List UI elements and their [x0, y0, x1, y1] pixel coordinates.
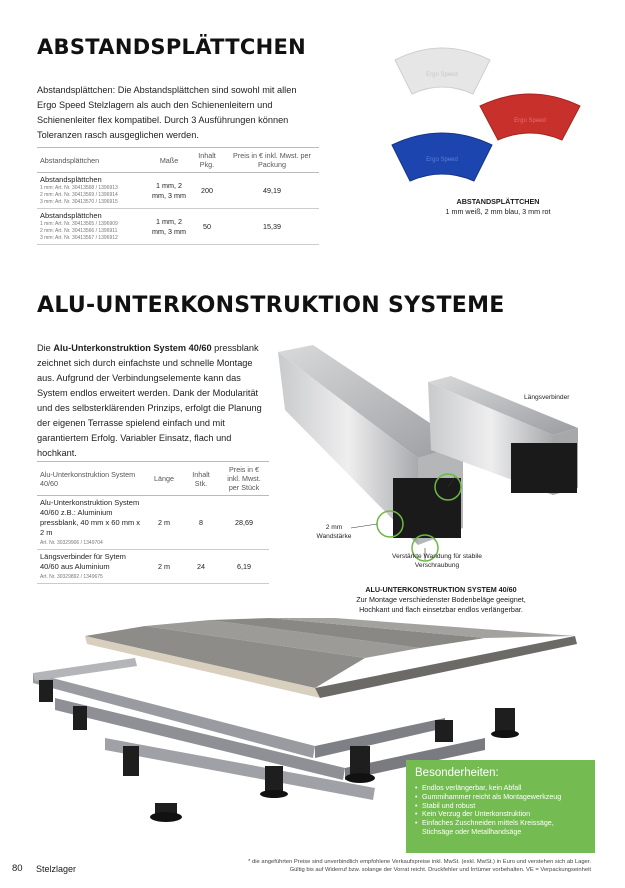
list-item: • Endlos verlängerbar, kein Abfall	[415, 784, 586, 793]
product-name: Abstandsplättchen	[40, 211, 102, 220]
tile-engraving: Ergo Speed	[426, 72, 458, 78]
product-name: Abstandsplättchen	[40, 175, 102, 184]
price-value: 28,69	[219, 496, 269, 550]
section-title-alu-unterkonstruktion: ALU-UNTERKONSTRUKTION SYSTEME	[37, 293, 505, 318]
abstandsplaettchen-table	[37, 147, 319, 245]
table-header: Inhalt Stk.	[183, 462, 219, 496]
table-row	[37, 550, 269, 584]
quantity-value: 200	[189, 173, 225, 209]
footer-note-line: * die angeführten Preise sind unverbindlich empfohlene Verkaufspreise inkl. MwSt. (exkl. MwSt.) in Euro und verstehen sich ab Lager.	[248, 859, 591, 865]
list-item: • Kein Verzug der Unterkonstruktion	[415, 810, 586, 819]
footer-note-line: Gültig bis auf Widerruf bzw. solange der Vorrat reicht. Druckfehler und Irrtümer vorbehalten. VE = Verpackungseinheit	[289, 867, 591, 873]
article-number: Art. Nr. 30329892 / 1349675	[40, 574, 103, 580]
caption-title: ALU-UNTERKONSTRUKTION SYSTEM 40/60	[365, 585, 517, 594]
table-row	[37, 173, 319, 209]
product-name: Alu-Unterkonstruktion System 40/60 z.B.: Aluminium pressblank, 40 mm x 60 mm x 2 m	[40, 498, 141, 537]
alu-table	[37, 461, 269, 584]
table-row	[37, 496, 269, 550]
article-number: 1 mm: Art. Nr. 30413568 / 1396913	[40, 185, 118, 191]
dimension-value: 1 mm, 2 mm, 3 mm	[149, 173, 189, 209]
caption-text: 1 mm weiß, 2 mm blau, 3 mm rot	[445, 207, 551, 216]
list-item: • Stabil und robust	[415, 802, 586, 811]
length-value: 2 m	[145, 496, 183, 550]
product-name: Längsverbinder für Sytem 40/60 aus Aluminium	[40, 552, 126, 571]
article-number: 2 mm: Art. Nr. 30413566 / 1396911	[40, 228, 118, 234]
tile-engraving: Ergo Speed	[514, 118, 546, 124]
article-number: 2 mm: Art. Nr. 30413569 / 1396914	[40, 192, 118, 198]
list-item: • Gummihammer reicht als Montagewerkzeug	[415, 793, 586, 802]
alu-description-text: pressblank zeichnet sich durch einfachste und schnelle Montage aus. Aufgrund der Verbindungselemente kann das System endlos erweitert werden. Dank der Modularität und des selbsterklärenden Prinzips, erfolgt die Planung der eigenen Terrasse spielend einfach und mit garantiertem Erfolg. Variabler Einsatz, flach und hochkant.	[37, 343, 262, 458]
table-header: Preis in € inkl. Mwst. per Stück	[219, 462, 269, 496]
table-header: Länge	[145, 462, 183, 496]
price-value: 15,39	[225, 209, 319, 245]
article-number: 3 mm: Art. Nr. 30413570 / 1396915	[40, 199, 118, 205]
table-row	[37, 209, 319, 245]
table-header: Preis in € inkl. Mwst. per Packung	[225, 148, 319, 173]
price-value: 49,19	[225, 173, 319, 209]
spacer-tile-blue	[382, 127, 502, 189]
label-verstaerkte-wandung: Verstärkte Wandung für stabile Verschraubung	[392, 553, 482, 569]
alu-profile-illustration	[273, 340, 603, 580]
alu-description-product: Alu-Unterkonstruktion System 40/60	[53, 343, 212, 353]
features-title: Besonderheiten:	[415, 767, 499, 779]
tile-engraving: Ergo Speed	[426, 157, 458, 163]
list-item: • Einfaches Zuschneiden mittels Kreissäge, Stichsäge oder Metallhandsäge	[415, 819, 586, 837]
section-name: Stelzlager	[36, 864, 77, 874]
alu-description-intro: Die	[37, 343, 54, 353]
footer-note	[181, 858, 591, 874]
section-title-abstandsplaettchen: ABSTANDSPLÄTTCHEN	[37, 35, 306, 59]
label-laengsverbinder: Längsverbinder	[524, 394, 570, 401]
quantity-value: 8	[183, 496, 219, 550]
price-value: 6,19	[219, 550, 269, 584]
length-value: 2 m	[145, 550, 183, 584]
features-list	[415, 784, 586, 837]
features-box	[406, 760, 595, 853]
dimension-value: 1 mm, 2 mm, 3 mm	[149, 209, 189, 245]
article-number: 1 mm: Art. Nr. 30413565 / 1396909	[40, 221, 118, 227]
table-header: Maße	[149, 148, 189, 173]
table-header: Inhalt Pkg.	[189, 148, 225, 173]
abstandsplaettchen-caption	[412, 197, 584, 217]
quantity-value: 50	[189, 209, 225, 245]
page-number: 80	[12, 863, 23, 874]
article-number: 3 mm: Art. Nr. 30413567 / 1396912	[40, 235, 118, 241]
alu-description	[37, 341, 269, 461]
table-header: Abstandsplättchen	[37, 148, 149, 173]
abstandsplaettchen-description: Abstandsplättchen: Die Abstandsplättchen sind sowohl mit allen Ergo Speed Stelzlagern als auch den Schienenleitern und Schienenleiter flex kompatibel. Durch 3 Ausführungen können Toleranzen rasch ausgeglichen werden.	[37, 85, 297, 140]
alu-caption	[346, 585, 536, 615]
quantity-value: 24	[183, 550, 219, 584]
caption-text: Zur Montage verschiedenster Bodenbeläge geeignet, Hochkant und flach einsetzbar endlos verlängerbar.	[356, 595, 526, 614]
table-header: Alu-Unterkonstruktion System 40/60	[37, 462, 145, 496]
label-wandstaerke: 2 mm Wandstärke	[316, 524, 352, 540]
caption-title: ABSTANDSPLÄTTCHEN	[456, 197, 540, 206]
article-number: Art. Nr. 30329906 / 1349704	[40, 540, 103, 546]
